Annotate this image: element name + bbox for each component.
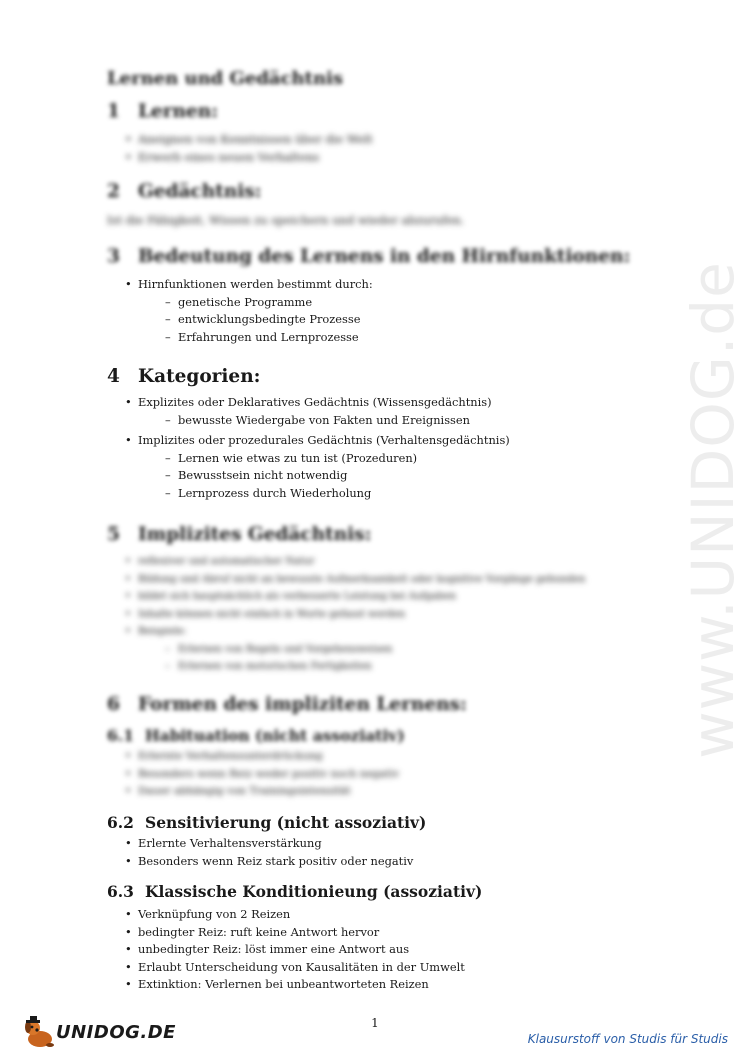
document-title: Lernen und Gedächtnis (107, 68, 344, 89)
page-number: 1 (371, 1016, 379, 1030)
list-item-label: • Beispiele: (138, 626, 187, 637)
subsection-title: Sensitivierung (nicht assoziativ) (145, 813, 427, 832)
list-item: • Besonders wenn Reiz weder positiv noch negativ (125, 766, 399, 784)
section-3-list (125, 276, 373, 346)
sub-list-item: – Bewusstsein nicht notwendig (138, 467, 510, 485)
subsection-title: Habituation (nicht assoziativ) (145, 726, 405, 745)
subsection-6-1-list (125, 748, 399, 801)
list-item: • reflexiver und automatischer Natur (125, 553, 585, 571)
sub-list-item: – Lernprozess durch Wiederholung (138, 485, 510, 503)
list-item: • bedingter Reiz: ruft keine Antwort hervor (125, 924, 465, 942)
list-item: • Besonders wenn Reiz stark positiv oder negativ (125, 853, 413, 871)
list-item-label: • Explizites oder Deklaratives Gedächtnis (Wissensgedächtnis) (138, 395, 492, 409)
logo-text: UNIDOG.DE (56, 1022, 176, 1043)
subsection-number: 6.3 (107, 882, 134, 901)
sub-list (138, 641, 585, 676)
section-1-list (125, 131, 373, 166)
section-4-heading (107, 366, 260, 387)
list-item: • unbedingter Reiz: löst immer eine Antwort aus (125, 941, 465, 959)
section-number: 5 (107, 524, 120, 545)
sub-list-item: – bewusste Wiedergabe von Fakten und Ereignissen (138, 412, 510, 430)
section-5-heading (107, 524, 371, 545)
list-item: • Bildung und Abruf nicht an bewusste Aufmerksamkeit oder kognitive Vorgänge gebunden (125, 571, 585, 589)
section-title: Gedächtnis: (138, 181, 262, 202)
list-item: • Aneignen von Kenntnissen über die Welt (125, 131, 373, 149)
section-number: 4 (107, 366, 120, 387)
watermark-text: www.UNIDOG.de (679, 261, 747, 759)
section-2-heading (107, 181, 261, 202)
section-title: Kategorien: (138, 366, 261, 387)
sub-list-item: – Erfahrungen und Lernprozesse (138, 329, 373, 347)
list-item (125, 623, 585, 676)
subsection-title: Klassische Konditionieung (assoziativ) (145, 882, 483, 901)
list-item: • Erlaubt Unterscheidung von Kausalitäten in der Umwelt (125, 959, 465, 977)
list-item-label: • Implizites oder prozedurales Gedächtnis (Verhaltensgedächtnis) (138, 433, 510, 447)
subsection-number: 6.2 (107, 813, 134, 832)
section-5-list (125, 553, 585, 676)
footer-tagline: Klausurstoff von Studis für Studis (527, 1032, 728, 1046)
list-item: • Inhalte können nicht einfach in Worte gefasst werden (125, 606, 585, 624)
section-1-heading (107, 101, 218, 122)
sub-list (138, 412, 510, 430)
section-title: Bedeutung des Lernens in den Hirnfunktionen: (138, 246, 631, 267)
list-item: • Erwerb eines neuen Verhaltens (125, 149, 373, 167)
dog-icon (22, 1015, 58, 1051)
list-item (125, 432, 510, 502)
list-item (125, 394, 510, 429)
section-number: 3 (107, 246, 120, 267)
section-4-list (125, 394, 510, 502)
watermark (658, 261, 750, 759)
sub-list (138, 294, 373, 347)
subsection-6-2-list (125, 835, 413, 870)
section-6-heading (107, 694, 467, 715)
sub-list-item: – Erlernen von motorischen Fertigkeiten (138, 658, 585, 676)
section-3-heading (107, 246, 630, 267)
list-item: • Erlernte Verhaltensunterdrückung (125, 748, 399, 766)
section-number: 1 (107, 101, 120, 122)
section-number: 6 (107, 694, 120, 715)
subsection-6-3-heading (107, 882, 482, 901)
list-item (125, 276, 373, 346)
list-item-label: • Hirnfunktionen werden bestimmt durch: (138, 277, 373, 291)
sub-list-item: – entwicklungsbedingte Prozesse (138, 311, 373, 329)
subsection-6-1-heading (107, 726, 405, 745)
sub-list-item: – Erlernen von Regeln und Vorgehensweisen (138, 641, 585, 659)
subsection-6-3-list (125, 906, 465, 994)
section-title: Formen des impliziten Lernens: (138, 694, 467, 715)
section-2-text: Ist die Fähigkeit, Wissen zu speichern und wieder abzurufen. (107, 213, 465, 227)
list-item: • Erlernte Verhaltensverstärkung (125, 835, 413, 853)
sub-list (138, 450, 510, 503)
sub-list-item: – Lernen wie etwas zu tun ist (Prozeduren) (138, 450, 510, 468)
list-item: • Extinktion: Verlernen bei unbeantworteten Reizen (125, 976, 465, 994)
sub-list-item: – genetische Programme (138, 294, 373, 312)
section-title: Lernen: (138, 101, 219, 122)
section-title: Implizites Gedächtnis: (138, 524, 372, 545)
list-item: • Dauer abhängig von Trainingsintensität (125, 783, 399, 801)
subsection-6-2-heading (107, 813, 426, 832)
subsection-number: 6.1 (107, 726, 134, 745)
list-item: • Verknüpfung von 2 Reizen (125, 906, 465, 924)
list-item: • bildet sich hauptsächlich als verbesserte Leistung bei Aufgaben (125, 588, 585, 606)
section-number: 2 (107, 181, 120, 202)
unidog-logo (22, 1015, 176, 1051)
